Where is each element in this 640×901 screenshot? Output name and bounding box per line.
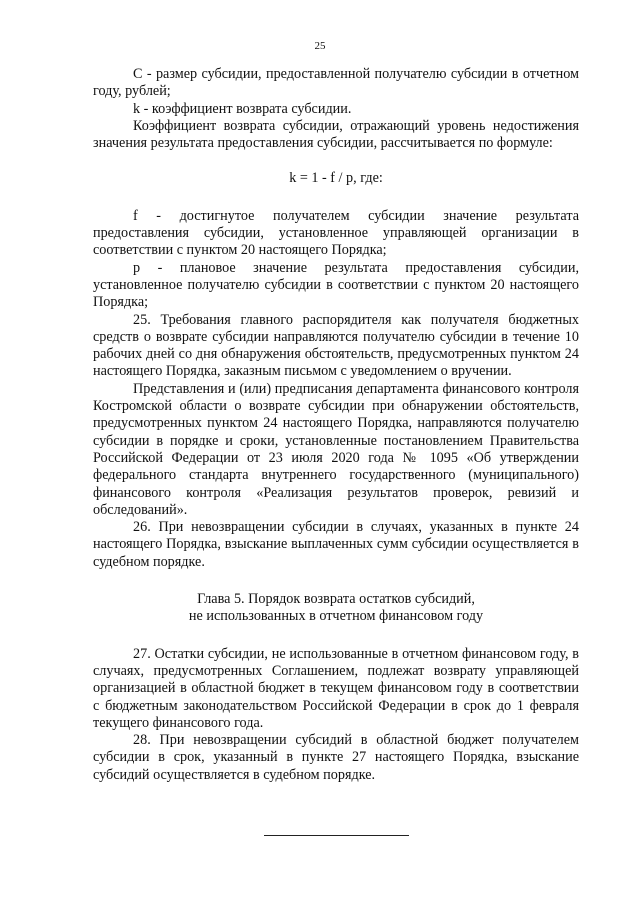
chapter-heading-line-2: не использованных в отчетном финансовом году <box>188 608 484 625</box>
document-body <box>93 66 579 784</box>
paragraph-coefficient-intro: Коэффициент возврата субсидии, отражающий уровень недостижения значения результата предоставления субсидии, рассчитывается по формуле: <box>93 117 579 152</box>
paragraph-p-definition: p - плановое значение результата предоставления субсидии, установленное получателю субсидии в соответствии с пунктом 20 настоящего Порядка; <box>93 259 579 311</box>
paragraph-item-28: 28. При невозвращении субсидий в областной бюджет получателем субсидии в срок, указанный в пункте 27 настоящего Порядка, взыскание субсидий осуществляется в судебном порядке. <box>93 732 579 783</box>
paragraph-c-definition: C - размер субсидии, предоставленной получателю субсидии в отчетном году, рублей; <box>93 66 579 100</box>
page-number: 25 <box>314 40 326 52</box>
closing-divider <box>264 835 409 836</box>
paragraph-item-27: 27. Остатки субсидии, не использованные в отчетном финансовом году, в случаях, предусмотренных Соглашением, подлежат возврату управляющей организацией в областной бюджет в текущем финансовом году в соответствии с бюджетным законодательством Российской Федерации в срок до 1 февраля текущего финансового года. <box>93 645 579 731</box>
paragraph-f-definition: f - достигнутое получателем субсидии значение результата предоставления субсидии, установленное управляющей организации в соответствии с пунктом 20 настоящего Порядка; <box>93 207 579 259</box>
chapter-heading <box>93 591 579 626</box>
paragraph-k-definition: k - коэффициент возврата субсидии. <box>133 100 352 117</box>
formula: k = 1 - f / p, где: <box>289 170 383 187</box>
paragraph-item-25: 25. Требования главного распорядителя как получателя бюджетных средств о возврате субсидии направляются получателю субсидии в течение 10 рабочих дней со дня обнаружения обстоятельств, предусмотренных пунктом 24 настоящего Порядка, заказным письмом с уведомлением о вручении. <box>93 311 579 380</box>
chapter-heading-line-1: Глава 5. Порядок возврата остатков субсидий, <box>197 591 475 608</box>
paragraph-item-26: 26. При невозвращении субсидии в случаях, указанных в пункте 24 настоящего Порядка, взыскание выплаченных сумм субсидии осуществляется в судебном порядке. <box>93 519 579 570</box>
paragraph-control-department: Представления и (или) предписания департамента финансового контроля Костромской области о возврате субсидии при обнаружении обстоятельств, предусмотренных пунктом 24 настоящего Порядка, направляются получателю субсидии в порядке и сроки, установленные постановлением Правительства Российской Федерации от 23 июля 2020 года № 1095 «Об утверждении федерального стандарта внутреннего государственного (муниципального) финансового контроля «Реализация результатов проверок, ревизий и обследований». <box>93 380 579 518</box>
